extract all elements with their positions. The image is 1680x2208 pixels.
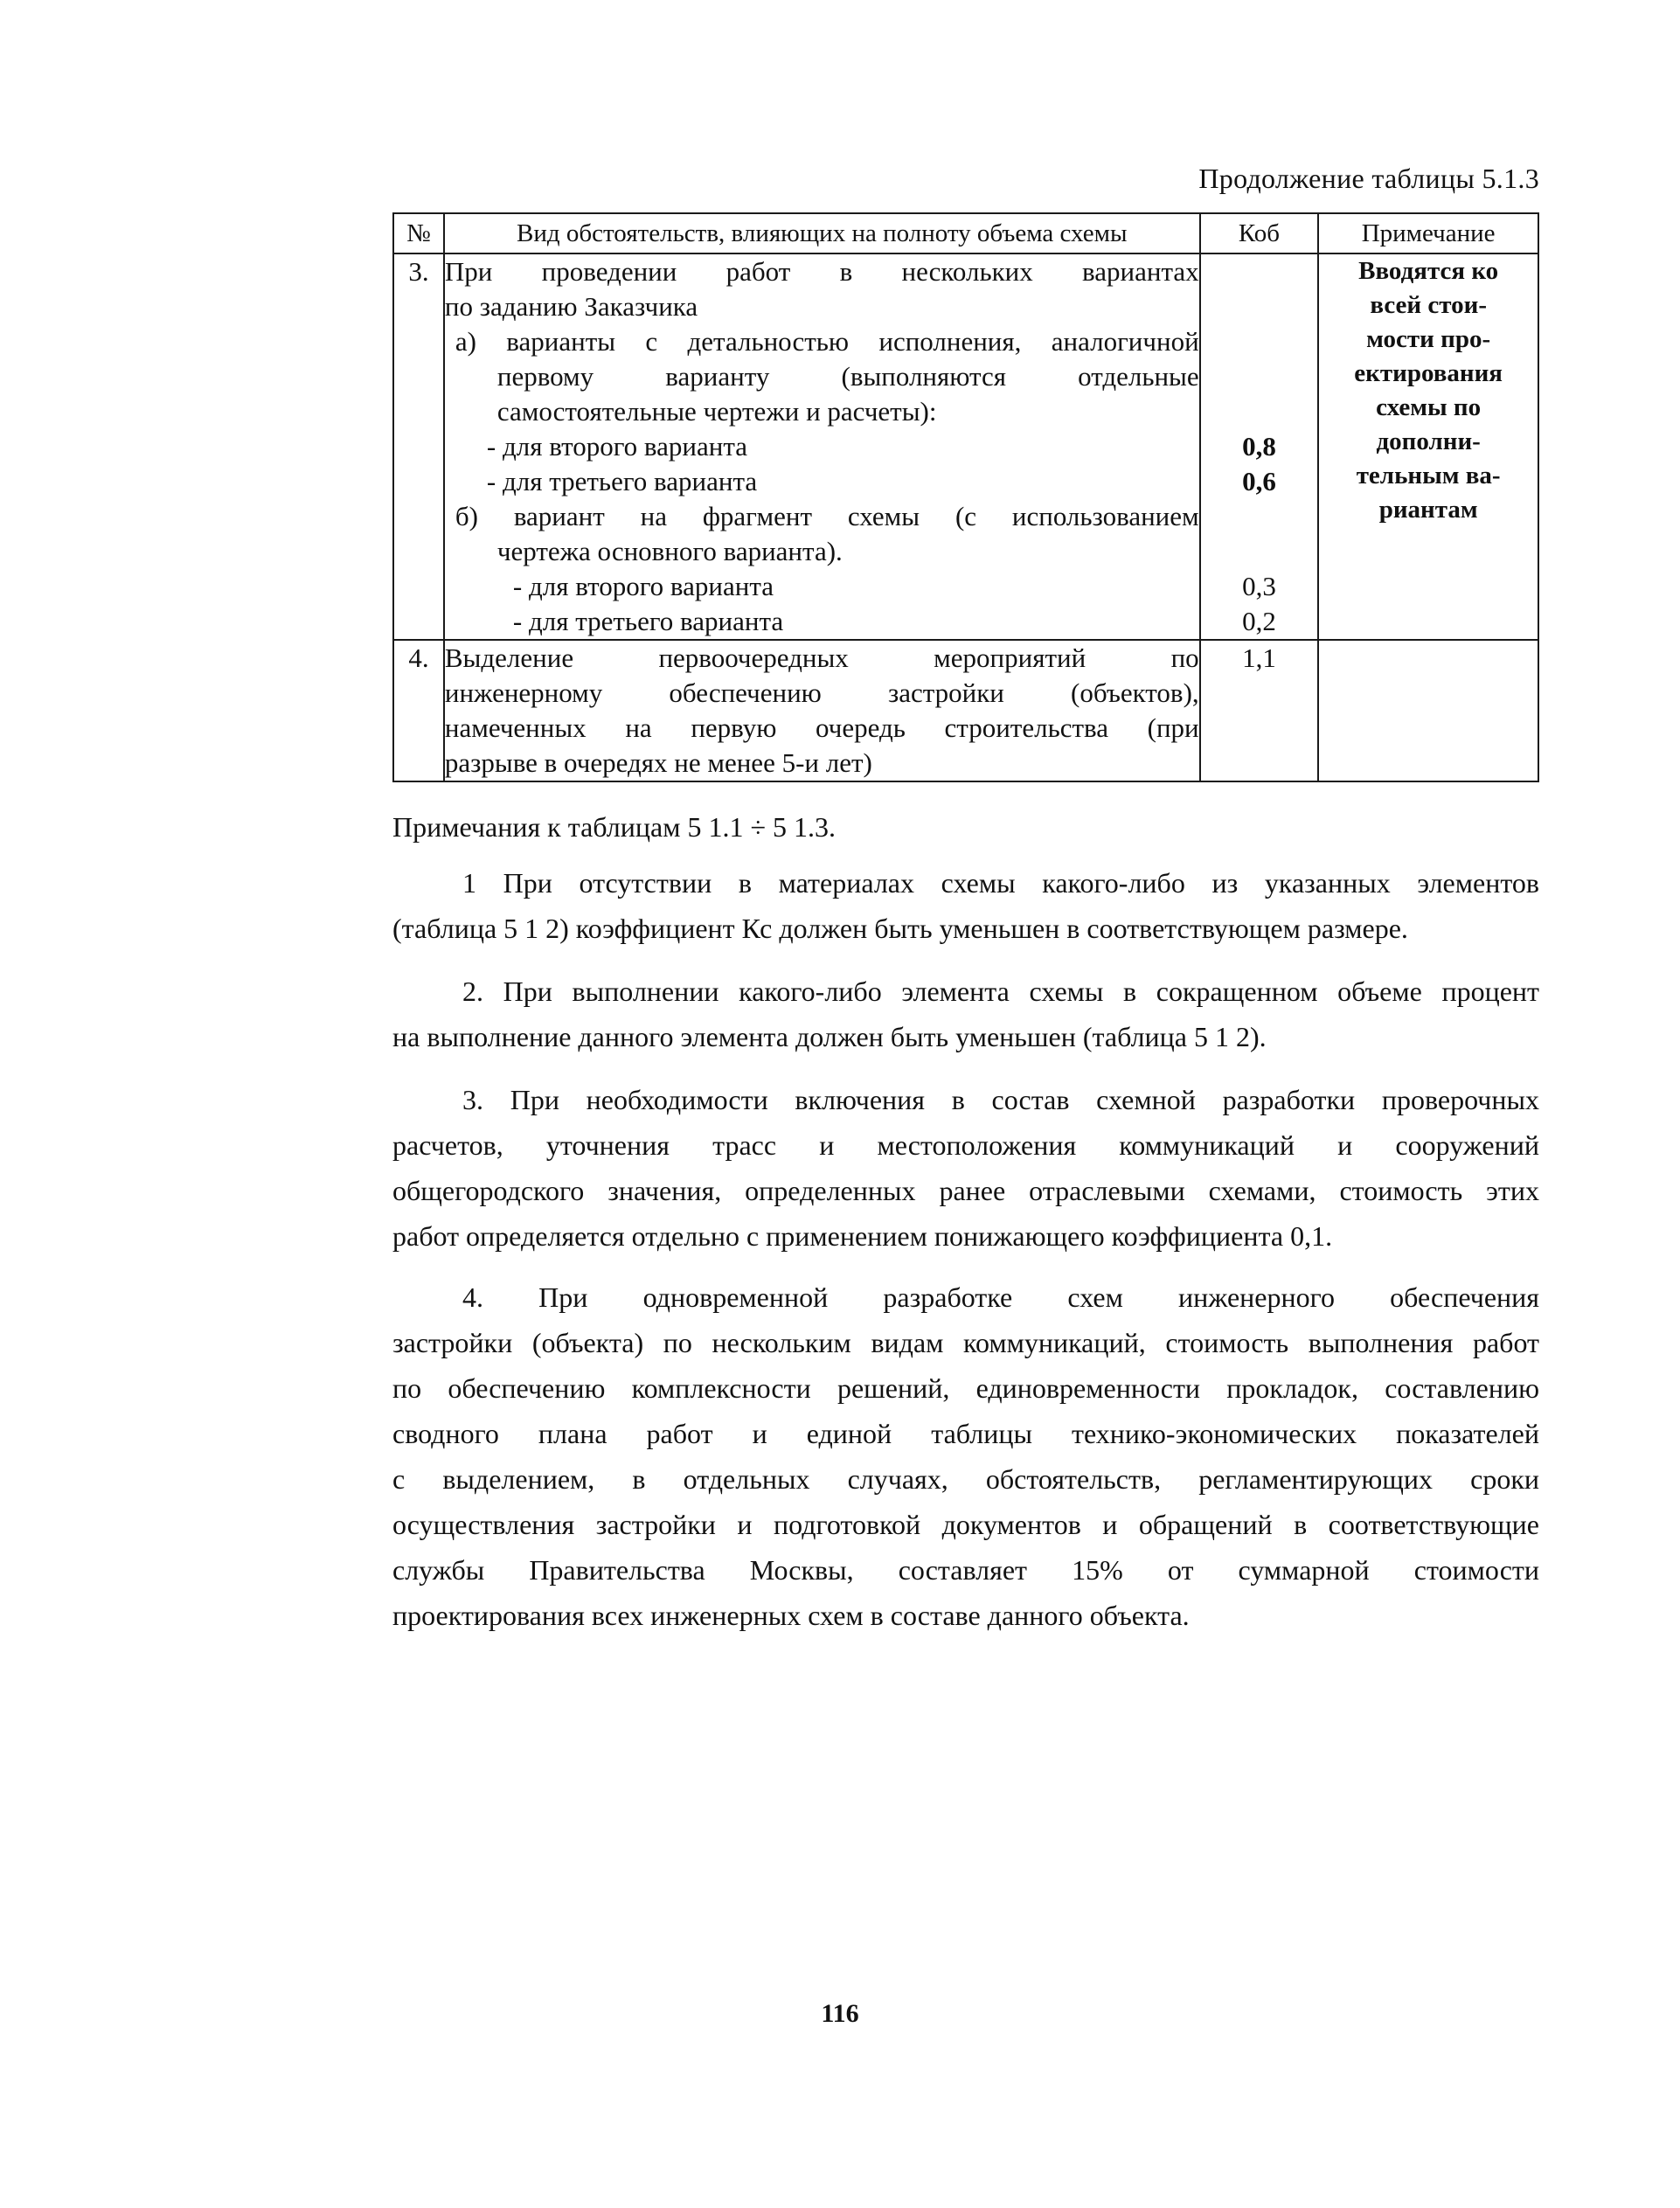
paragraph-line: 2. При выполнении какого-либо элемента схемы в сокращенном объеме процент bbox=[462, 976, 1539, 1007]
note-line: всей стои- bbox=[1370, 291, 1487, 319]
description-line: - для третьего варианта bbox=[512, 606, 784, 636]
description-line: Выделение первоочередных мероприятий по bbox=[444, 642, 1199, 673]
table-header-row bbox=[393, 213, 1538, 253]
row-number: 4. bbox=[393, 640, 444, 781]
row-coefficient bbox=[1200, 253, 1319, 640]
paragraph-line: 4. При одновременной разработке схем инженерного обеспечения bbox=[462, 1281, 1539, 1313]
note-line: мости про- bbox=[1366, 325, 1491, 353]
description-line: - для второго варианта bbox=[512, 571, 774, 601]
note-line: дополни- bbox=[1376, 427, 1481, 455]
row-note bbox=[1318, 253, 1538, 640]
row-coefficient: 1,1 bbox=[1200, 640, 1319, 781]
coefficient-table bbox=[392, 212, 1539, 782]
description-line: по заданию Заказчика bbox=[444, 291, 698, 322]
note-paragraph-4 bbox=[392, 1274, 1539, 1638]
note-paragraph-2 bbox=[392, 969, 1539, 1059]
note-line: тельным ва- bbox=[1356, 462, 1501, 490]
note-paragraph-1 bbox=[392, 860, 1539, 951]
note-line: схемы по bbox=[1376, 393, 1482, 421]
description-line: разрыве в очередях не менее 5-и лет) bbox=[444, 747, 872, 778]
page-number: 116 bbox=[821, 1999, 859, 2028]
note-paragraph-3 bbox=[392, 1077, 1539, 1259]
paragraph-line: (таблица 5 1 2) коэффициент Кс должен быть уменьшен в соответствующем размере. bbox=[392, 913, 1408, 944]
description-line: а) варианты с детальностью исполнения, аналогичной bbox=[455, 326, 1199, 357]
row-note bbox=[1318, 640, 1538, 781]
note-line: Вводятся ко bbox=[1358, 257, 1499, 285]
paragraph-line: 3. При необходимости включения в состав схемной разработки проверочных bbox=[462, 1084, 1539, 1115]
description-line: первому варианту (выполняются отдельные bbox=[496, 361, 1199, 392]
coefficient-value: 0,2 bbox=[1242, 606, 1276, 636]
description-line: При проведении работ в нескольких вариантах bbox=[444, 256, 1199, 287]
description-line: намеченных на первую очередь строительства (при bbox=[444, 712, 1199, 743]
description-line: самостоятельные чертежи и расчеты): bbox=[496, 396, 937, 427]
paragraph-line: застройки (объекта) по нескольким видам коммуникаций, стоимость выполнения работ bbox=[392, 1327, 1539, 1358]
header-coefficient: Коб bbox=[1200, 213, 1319, 253]
description-line: б) вариант на фрагмент схемы (с использованием bbox=[455, 501, 1199, 531]
paragraph-line: 1 При отсутствии в материалах схемы какого-либо из указанных элементов bbox=[462, 867, 1539, 899]
coefficient-value: 0,3 bbox=[1242, 571, 1276, 601]
table-row bbox=[393, 253, 1538, 640]
paragraph-line: сводного плана работ и единой таблицы технико-экономических показателей bbox=[392, 1418, 1539, 1449]
paragraph-line: работ определяется отдельно с применением понижающего коэффициента 0,1. bbox=[392, 1220, 1333, 1252]
row-description bbox=[444, 640, 1200, 781]
paragraph-line: на выполнение данного элемента должен быть уменьшен (таблица 5 1 2). bbox=[392, 1021, 1267, 1052]
description-line: инженерному обеспечению застройки (объектов), bbox=[444, 677, 1199, 708]
paragraph-line: по обеспечению комплексности решений, единовременности прокладок, составлению bbox=[392, 1372, 1539, 1404]
header-num: № bbox=[393, 213, 444, 253]
paragraph-line: общегородского значения, определенных ранее отраслевыми схемами, стоимость этих bbox=[392, 1175, 1539, 1206]
notes-title: Примечания к таблицам 5 1.1 ÷ 5 1.3. bbox=[392, 811, 836, 843]
row-number: 3. bbox=[393, 253, 444, 640]
header-note: Примечание bbox=[1318, 213, 1538, 253]
paragraph-line: службы Правительства Москвы, составляет 15% от суммарной стоимости bbox=[392, 1554, 1539, 1586]
row-description bbox=[444, 253, 1200, 640]
table-continuation-caption: Продолжение таблицы 5.1.3 bbox=[1198, 163, 1539, 194]
paragraph-line: с выделением, в отдельных случаях, обстоятельств, регламентирующих сроки bbox=[392, 1463, 1539, 1495]
paragraph-line: осуществления застройки и подготовкой документов и обращений в соответствующие bbox=[392, 1509, 1539, 1540]
coefficient-value: 0,6 bbox=[1242, 466, 1276, 496]
note-line: ектирования bbox=[1354, 359, 1503, 387]
paragraph-line: проектирования всех инженерных схем в составе данного объекта. bbox=[392, 1600, 1190, 1631]
header-description: Вид обстоятельств, влияющих на полноту объема схемы bbox=[444, 213, 1200, 253]
description-line: чертежа основного варианта). bbox=[496, 536, 843, 566]
description-line: - для второго варианта bbox=[486, 431, 748, 462]
table-row bbox=[393, 640, 1538, 781]
description-line: - для третьего варианта bbox=[486, 466, 758, 496]
paragraph-line: расчетов, уточнения трасс и местоположения коммуникаций и сооружений bbox=[392, 1129, 1539, 1161]
note-line: риантам bbox=[1378, 496, 1478, 524]
coefficient-value: 0,8 bbox=[1242, 431, 1276, 462]
